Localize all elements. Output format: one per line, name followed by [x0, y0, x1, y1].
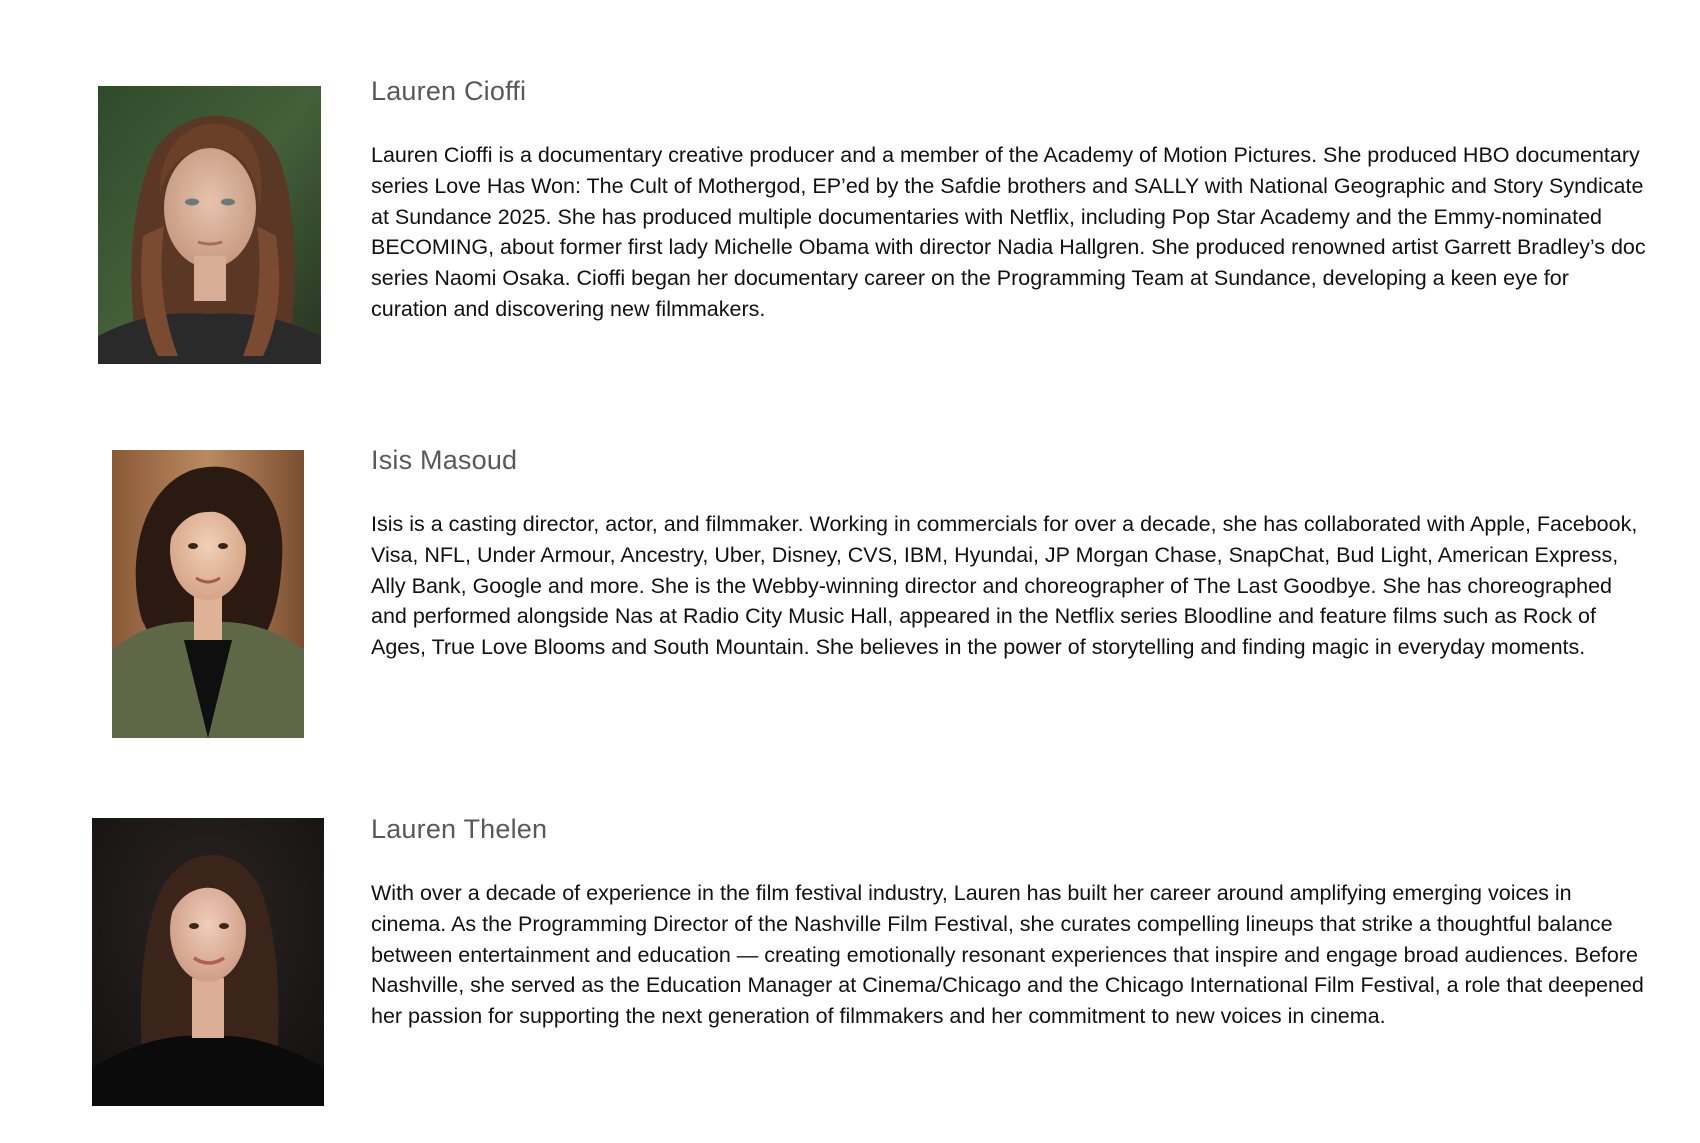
- person-bio: Lauren Cioffi is a documentary creative producer and a member of the Academy of Motion Pictures. She produced HBO documentary series Love Has Won: The Cult of Mothergod, EP’ed by the Safdie brothers and SALLY with National Geographic and Story Syndicate at Sundance 2025. She has produced multiple documentaries with Netflix, including Pop Star Academy and the Emmy-nominated BECOMING, about former first lady Michelle Obama with director Nadia Hallgren. She produced renowned artist Garrett Bradley’s doc series Naomi Osaka. Cioffi began her documentary career on the Programming Team at Sundance, developing a keen eye for curation and discovering new filmmakers.: [371, 143, 1646, 321]
- person-bio: With over a decade of experience in the film festival industry, Lauren has built her career around amplifying emerging voices in cinema. As the Programming Director of the Nashville Film Festival, she curates compelling lineups that strike a thoughtful balance between entertainment and education — creating emotionally resonant experiences that inspire and engage broad audiences. Before Nashville, she served as the Education Manager at Cinema/Chicago and the Chicago International Film Festival, a role that deepened her passion for supporting the next generation of filmmakers and her commitment to new voices in cinema.: [371, 881, 1644, 1029]
- portrait-photo: [98, 86, 321, 364]
- person-name: Lauren Thelen: [371, 814, 548, 844]
- person-bio: Isis is a casting director, actor, and filmmaker. Working in commercials for over a decade, she has collaborated with Apple, Facebook, Visa, NFL, Under Armour, Ancestry, Uber, Disney, CVS, IBM, Hyundai, JP Morgan Chase, SnapChat, Bud Light, American Express, Ally Bank, Google and more. She is the Webby-winning director and choreographer of The Last Goodbye. She has choreographed and performed alongside Nas at Radio City Music Hall, appeared in the Netflix series Bloodline and feature films such as Rock of Ages, True Love Blooms and South Mountain. She believes in the power of storytelling and finding magic in everyday moments.: [371, 512, 1638, 660]
- portrait-photo: [112, 450, 304, 738]
- person-name: Lauren Cioffi: [371, 76, 527, 106]
- portrait-photo: [92, 818, 324, 1106]
- person-name: Isis Masoud: [371, 445, 518, 475]
